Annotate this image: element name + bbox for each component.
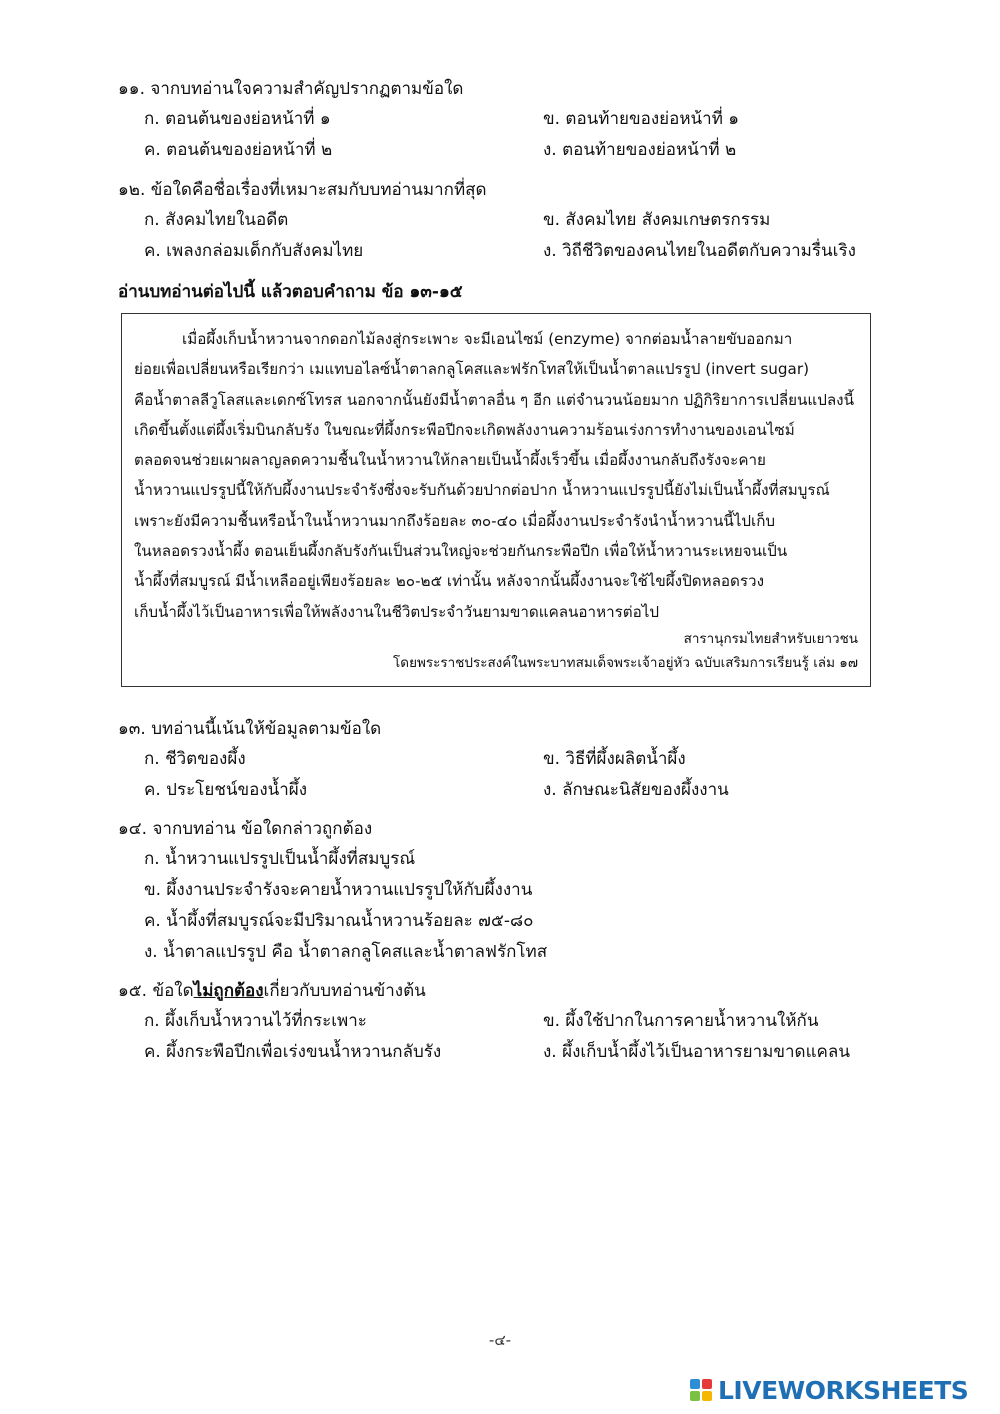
passage-line: น้ำหวานแปรรูปนี้ให้กับผึ้งงานประจำรังซึ่งจะรับกันด้วยปากต่อปาก น้ำหวานแปรรูปนี้ยังไม่เป็นน้ำผึ้งที่สมบูรณ์ (134, 481, 830, 500)
option-row (118, 135, 898, 166)
option-row (118, 937, 898, 968)
passage-line: ย่อยเพื่อเปลี่ยนหรือเรียกว่า เมแทบอไลซ์น้ำตาลกลูโคสและฟรักโทสให้เป็นน้ำตาลแปรรูป (invert sugar) (134, 360, 810, 379)
stem-emphasis: ไม่ถูกต้อง (193, 981, 264, 1001)
option-row (118, 1037, 898, 1068)
option-row (118, 744, 898, 775)
option-d[interactable]: ง. น้ำตาลแปรรูป คือ น้ำตาลกลูโคสและน้ำตาลฟรักโทส (144, 942, 548, 962)
option-b[interactable]: ข. ผึ้งงานประจำรังจะคายน้ำหวานแปรรูปให้กับผึ้งงาน (144, 880, 533, 900)
stem-suffix: เกี่ยวกับบทอ่านข้างต้น (263, 981, 426, 1001)
option-b[interactable]: ข. ตอนท้ายของย่อหน้าที่ ๑ (543, 109, 740, 129)
question-stem: ๑๓. บทอ่านนี้เน้นให้ข้อมูลตามข้อใด (118, 719, 382, 739)
passage-text (134, 324, 858, 627)
option-a[interactable]: ก. น้ำหวานแปรรูปเป็นน้ำผึ้งที่สมบูรณ์ (144, 849, 416, 869)
option-a[interactable]: ก. ตอนต้นของย่อหน้าที่ ๑ (144, 109, 331, 129)
question-stem: ๑๒. ข้อใดคือชื่อเรื่องที่เหมาะสมกับบทอ่านมากที่สุด (118, 180, 487, 200)
option-d[interactable]: ง. วิถีชีวิตของคนไทยในอดีตกับความรื่นเริง (543, 241, 856, 261)
question-14 (118, 814, 898, 968)
page-number: -๔- (488, 1331, 512, 1349)
passage-line: ตลอดจนช่วยเผาผลาญลดความชื้นในน้ำหวานให้กลายเป็นน้ำผึ้งเร็วขึ้น เมื่อผึ้งงานกลับถึงรังจะคาย (134, 451, 766, 470)
option-c[interactable]: ค. ประโยชน์ของน้ำผึ้ง (144, 780, 308, 800)
brand-name: LIVEWORKSHEETS (718, 1375, 969, 1405)
option-d[interactable]: ง. ผึ้งเก็บน้ำผึ้งไว้เป็นอาหารยามขาดแคลน (543, 1042, 850, 1062)
reading-instruction: อ่านบทอ่านต่อไปนี้ แล้วตอบคำถาม ข้อ ๑๓-๑๕ (118, 282, 463, 302)
option-b[interactable]: ข. วิธีที่ผึ้งผลิตน้ำผึ้ง (543, 749, 686, 769)
option-c[interactable]: ค. ผึ้งกระพือปีกเพื่อเร่งขนน้ำหวานกลับรัง (144, 1042, 442, 1062)
question-stem (118, 976, 898, 1006)
option-d[interactable]: ง. ตอนท้ายของย่อหน้าที่ ๒ (543, 140, 737, 160)
source-citation-line-1: สารานุกรมไทยสำหรับเยาวชน (683, 630, 858, 647)
option-row (118, 775, 898, 806)
passage-line: เกิดขึ้นตั้งแต่ผึ้งเริ่มบินกลับรัง ในขณะที่ผึ้งกระพือปีกจะเกิดพลังงานความร้อนเร่งการทำงานของเอนไซม์ (134, 420, 795, 439)
option-row (118, 205, 898, 236)
option-a[interactable]: ก. ผึ้งเก็บน้ำหวานไว้ที่กระเพาะ (144, 1011, 367, 1031)
question-15 (118, 976, 898, 1068)
option-row (118, 236, 898, 267)
question-stem: ๑๔. จากบทอ่าน ข้อใดกล่าวถูกต้อง (118, 819, 373, 839)
reading-passage-box (121, 313, 871, 687)
option-c[interactable]: ค. น้ำผึ้งที่สมบูรณ์จะมีปริมาณน้ำหวานร้อยละ ๗๕-๘๐ (144, 911, 534, 931)
option-d[interactable]: ง. ลักษณะนิสัยของผึ้งงาน (543, 780, 729, 800)
source-citation-line-2: โดยพระราชประสงค์ในพระบาทสมเด็จพระเจ้าอยู่หัว ฉบับเสริมการเรียนรู้ เล่ม ๑๗ (393, 654, 858, 671)
question-13 (118, 714, 898, 806)
option-c[interactable]: ค. เพลงกล่อมเด็กกับสังคมไทย (144, 241, 364, 261)
option-row (118, 1006, 898, 1037)
option-row (118, 906, 898, 937)
passage-line: ในหลอดรวงน้ำผึ้ง ตอนเย็นผึ้งกลับรังกันเป็นส่วนใหญ่จะช่วยกันกระพือปีก เพื่อให้น้ำหวานระเหยจนเป็น (134, 542, 788, 561)
passage-line: เก็บน้ำผึ้งไว้เป็นอาหารเพื่อให้พลังงานในชีวิตประจำวันยามขาดแคลนอาหารต่อไป (134, 602, 660, 621)
question-11 (118, 74, 898, 166)
option-c[interactable]: ค. ตอนต้นของย่อหน้าที่ ๒ (144, 140, 333, 160)
liveworksheets-logo-icon (690, 1379, 712, 1401)
question-12 (118, 175, 898, 267)
liveworksheets-brand[interactable] (690, 1374, 990, 1406)
option-row (118, 104, 898, 135)
passage-line: คือน้ำตาลลีวูโลสและเดกซ์โทรส นอกจากนั้นยังมีน้ำตาลอื่น ๆ อีก แต่จำนวนน้อยมาก ปฏิกิริยาการเปลี่ยนแปลงนี้ (134, 390, 854, 409)
passage-line: เมื่อผึ้งเก็บน้ำหวานจากดอกไม้ลงสู่กระเพาะ จะมีเอนไซม์ (enzyme) จากต่อมน้ำลายขับออกมา (182, 330, 793, 348)
option-row (118, 844, 898, 875)
passage-line: เพราะยังมีความชื้นหรือน้ำในน้ำหวานมากถึงร้อยละ ๓๐-๔๐ เมื่อผึ้งงานประจำรังนำน้ำหวานนี้ไปเก็บ (134, 511, 776, 530)
option-b[interactable]: ข. สังคมไทย สังคมเกษตรกรรม (543, 210, 771, 230)
option-a[interactable]: ก. สังคมไทยในอดีต (144, 210, 289, 230)
option-a[interactable]: ก. ชีวิตของผึ้ง (144, 749, 246, 769)
question-stem: ๑๑. จากบทอ่านใจความสำคัญปรากฏตามข้อใด (118, 79, 464, 99)
option-b[interactable]: ข. ผึ้งใช้ปากในการคายน้ำหวานให้กัน (543, 1011, 819, 1031)
option-row (118, 875, 898, 906)
passage-line: น้ำผึ้งที่สมบูรณ์ มีน้ำเหลืออยู่เพียงร้อยละ ๒๐-๒๕ เท่านั้น หลังจากนั้นผึ้งงานจะใช้ไขผึ้งปิดหลอดรวง (134, 572, 764, 591)
stem-prefix: ๑๕. ข้อใด (118, 981, 194, 1001)
